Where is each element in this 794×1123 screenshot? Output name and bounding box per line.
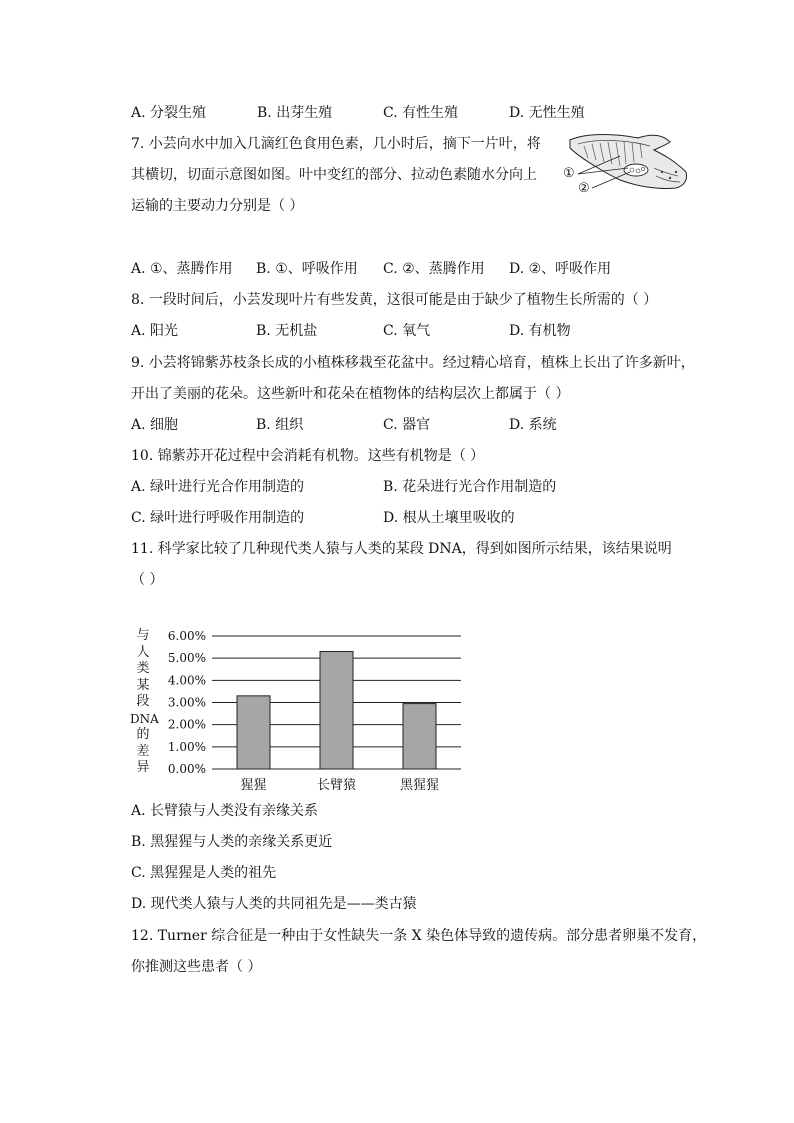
q9-option-b: B. 组织 bbox=[256, 417, 304, 433]
q12-line-1: 12. Turner 综合征是一种由于女性缺失一条 X 染色体导致的遗传病。部分患者卵巢不发育， bbox=[131, 928, 707, 944]
q9-option-a: A. 细胞 bbox=[131, 417, 179, 433]
q8-option-b: B. 无机盐 bbox=[256, 323, 318, 339]
q10-option-c: C. 绿叶进行呼吸作用制造的 bbox=[131, 510, 305, 526]
q11-option-b: B. 黑猩猩与人类的亲缘关系更近 bbox=[131, 834, 333, 850]
q7-option-c: C. ②、蒸腾作用 bbox=[383, 261, 485, 277]
x-category-label: 黑猩猩 bbox=[399, 778, 440, 793]
q7-option-d: D. ②、呼吸作用 bbox=[509, 261, 612, 277]
figure-label-2: ② bbox=[578, 181, 590, 196]
x-category-label: 猩猩 bbox=[240, 778, 267, 793]
q9-option-d: D. 系统 bbox=[509, 417, 557, 433]
q8-option-d: D. 有机物 bbox=[509, 323, 571, 339]
y-tick-label: 4.00% bbox=[167, 673, 206, 688]
q10-option-d: D. 根从土壤里吸收的 bbox=[383, 510, 515, 526]
y-tick-label: 5.00% bbox=[167, 651, 206, 666]
q6-option-a: A. 分裂生殖 bbox=[131, 105, 207, 121]
ylabel-char: 段 bbox=[136, 694, 150, 709]
q7-line-2: 其横切，切面示意图如图。叶中变红的部分、拉动色素随水分向上 bbox=[131, 167, 537, 183]
ylabel-char: 差 bbox=[136, 743, 150, 759]
q9-option-c: C. 器官 bbox=[383, 417, 431, 433]
ylabel-char: DNA bbox=[130, 711, 159, 726]
bar-3 bbox=[403, 704, 436, 769]
y-tick-label: 2.00% bbox=[167, 717, 206, 732]
q12-line-2: 你推测这些患者（ ） bbox=[131, 959, 262, 975]
y-tick-label: 1.00% bbox=[167, 739, 206, 754]
q10-option-a: A. 绿叶进行光合作用制造的 bbox=[131, 479, 305, 495]
q11-line-2: （ ） bbox=[131, 572, 164, 588]
q10-text: 10. 锦紫苏开花过程中会消耗有机物。这些有机物是（ ） bbox=[131, 448, 485, 464]
y-tick-label: 0.00% bbox=[167, 762, 206, 776]
dna-difference-bar-chart bbox=[150, 620, 480, 800]
q8-text: 8. 一段时间后，小芸发现叶片有些发黄，这很可能是由于缺少了植物生长所需的（ ） bbox=[131, 292, 658, 308]
q7-option-a: A. ①、蒸腾作用 bbox=[131, 261, 233, 277]
q6-option-d: D. 无性生殖 bbox=[509, 105, 585, 121]
q11-option-d: D. 现代类人猿与人类的共同祖先是——类古猿 bbox=[131, 896, 417, 912]
ylabel-char: 的 bbox=[136, 727, 150, 742]
q7-line-1: 7. 小芸向水中加入几滴红色食用色素，几小时后，摘下一片叶，将 bbox=[131, 136, 541, 152]
figure-label-1: ① bbox=[563, 166, 575, 181]
q6-option-c: C. 有性生殖 bbox=[383, 105, 459, 121]
ylabel-char: 人 bbox=[136, 644, 150, 660]
q10-option-b: B. 花朵进行光合作用制造的 bbox=[383, 479, 557, 495]
q8-option-c: C. 氧气 bbox=[383, 323, 431, 339]
q8-option-a: A. 阳光 bbox=[131, 323, 179, 339]
bar-2 bbox=[320, 652, 353, 769]
x-category-label: 长臂猿 bbox=[316, 778, 357, 793]
ylabel-char: 某 bbox=[136, 677, 150, 693]
q7-option-b: B. ①、呼吸作用 bbox=[256, 261, 358, 277]
q6-option-b: B. 出芽生殖 bbox=[257, 105, 333, 121]
q11-option-a: A. 长臂猿与人类没有亲缘关系 bbox=[131, 803, 319, 819]
q11-line-1: 11. 科学家比较了几种现代类人猿与人类的某段 DNA，得到如图所示结果，该结果说明 bbox=[131, 541, 672, 557]
y-tick-label: 6.00% bbox=[167, 629, 206, 643]
q7-line-3: 运输的主要动力分别是（ ） bbox=[131, 198, 304, 214]
ylabel-char: 与 bbox=[136, 628, 150, 643]
ylabel-char: 类 bbox=[136, 661, 150, 676]
ylabel-char: 异 bbox=[136, 760, 150, 775]
y-tick-label: 3.00% bbox=[167, 695, 206, 710]
bar-1 bbox=[237, 696, 270, 769]
q11-option-c: C. 黑猩猩是人类的祖先 bbox=[131, 865, 277, 881]
q9-line-1: 9. 小芸将锦紫苏枝条长成的小植株移栽至花盆中。经过精心培育，植株上长出了许多新叶， bbox=[131, 355, 695, 371]
q9-line-2: 开出了美丽的花朵。这些新叶和花朵在植物体的结构层次上都属于（ ） bbox=[131, 386, 570, 402]
